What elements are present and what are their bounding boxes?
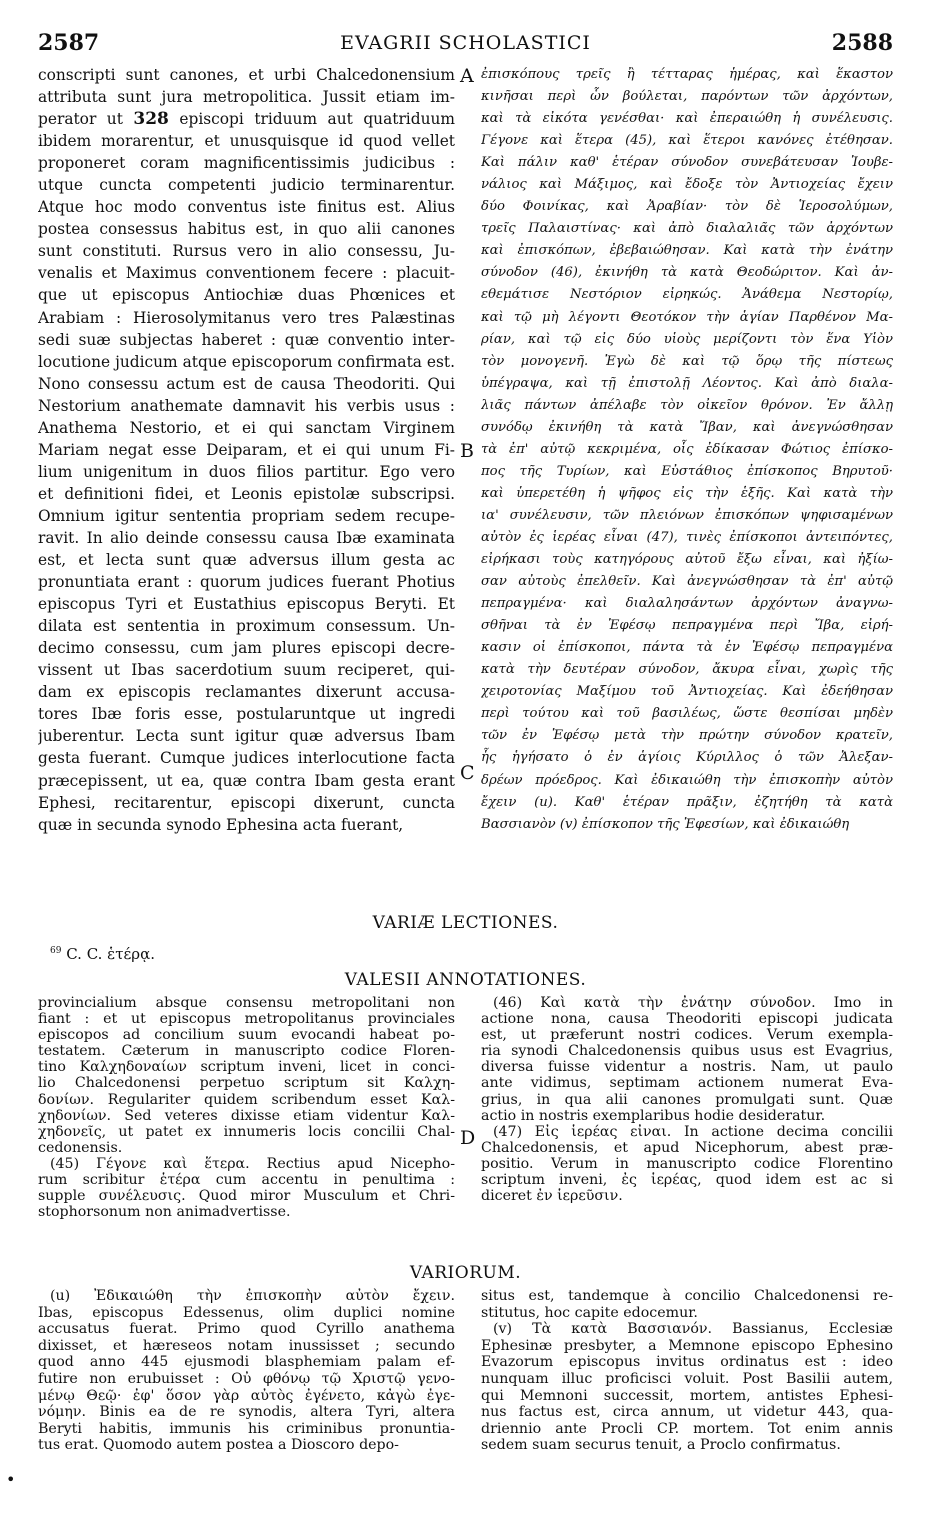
annotation-line: diceret ἐν ἱερεῦσιν. bbox=[481, 1188, 623, 1205]
variorum-line: accusatus fuerat. Primo quod Cyrillo anathema bbox=[38, 1321, 455, 1338]
latin-text-line: vissent ut Ibas sacerdotium suum reciperet, qui- bbox=[38, 661, 455, 680]
stray-mark: • bbox=[6, 1470, 16, 1489]
variorum-line: dixisset, et hæreseos notam inussisset ; secundo bbox=[38, 1337, 455, 1354]
annotation-line: lio Chalcedonensi perpetuo scriptum sit Καλχη- bbox=[38, 1075, 455, 1092]
latin-text-line: episcopus Tyri et Eustathius episcopus Beryti. Et bbox=[38, 595, 455, 614]
greek-text-line: καὶ τῷ μὴ λέγοντι Θεοτόκον τὴν ἁγίαν Παρθένον Μα- bbox=[481, 309, 893, 325]
variorum-line: tus erat. Quomodo autem postea a Dioscoro depo- bbox=[38, 1437, 399, 1454]
latin-translation-column bbox=[38, 64, 455, 836]
variorum-line: nunquam illuc proficisci voluit. Post Basilii autem, bbox=[481, 1370, 893, 1387]
annotation-line: grius, in qua alii canones promulgati sunt. Quæ bbox=[481, 1091, 893, 1108]
annotation-line: cedonensis. bbox=[38, 1139, 123, 1156]
greek-text-line: αὐτὸν ἐς ἱερέας εἶναι (47), τινὲς ἐπίσκοποι ἀντειπόντες, bbox=[481, 529, 893, 545]
greek-text-line: περὶ τούτου καὶ τοῦ βασιλέως, ὥστε θεσπίσαι μηδὲν bbox=[481, 706, 893, 722]
variant-reading bbox=[50, 945, 155, 963]
variorum-line: Beryti habitis, immunis his criminibus pronuntia- bbox=[38, 1420, 455, 1437]
greek-text-line: ια' συνέλευσιν, τῶν πλειόνων ἐπισκόπων ψηφισαμένων bbox=[481, 507, 893, 523]
latin-text-line: Nono consessu actum est de causa Theodoriti. Qui bbox=[38, 374, 455, 393]
annotation-line: ria synodi Chalcedonensis quibus usus est Evagrius, bbox=[481, 1043, 893, 1060]
variorum-line: (v) Τὰ κατὰ Βασσιανόν. Bassianus, Ecclesiæ bbox=[493, 1321, 893, 1338]
greek-text-line: Βασσιανὸν (v) ἐπίσκοπον τῆς Ἐφεσίων, καὶ ἐδικαιώθη bbox=[481, 816, 850, 832]
greek-text-line: ἧς ἡγήσατο ὁ ἐν ἁγίοις Κύριλλος ὁ τῶν Ἀλεξαν- bbox=[481, 750, 893, 766]
greek-text-line: Καὶ πάλιν καθ' ἑτέραν σύνοδον συνεβάτευσαν Ἰουβε- bbox=[481, 155, 893, 171]
latin-text-line: ravit. In alio deinde consessu causa Ibæ examinata bbox=[38, 528, 455, 547]
latin-text-line: est, et lecta sunt quæ adversus illum gesta ac bbox=[38, 551, 455, 570]
valesii-notes-right bbox=[481, 995, 893, 1204]
greek-text-line: σαν αὐτοὺς ἐπελθεῖν. Καὶ ἀνεγνώσθησαν τὰ ἐπ' αὐτῷ bbox=[481, 574, 893, 590]
annotation-line: ante vidimus, septimam actionem numerat Eva- bbox=[481, 1075, 893, 1092]
latin-text-line: utque cuncta competenti judicio terminarentur. bbox=[38, 176, 455, 195]
variorum-line: quod anno 445 ejusmodi blasphemiam palam ef- bbox=[38, 1354, 455, 1371]
variorum-notes-left bbox=[38, 1288, 455, 1454]
annotation-line: est, ut præferunt nostri codices. Verum exempla- bbox=[481, 1027, 893, 1044]
greek-text-line: λιᾶς πάντων ἀπέλαβε τὸν οἰκεῖον θρόνον. Ἐν ἄλλῃ bbox=[481, 397, 893, 413]
greek-text-line: καὶ ἐπισκόπων, ἐβεβαιώθησαν. Καὶ κατὰ τὴν ἐνάτην bbox=[481, 243, 893, 259]
annotation-line: diversa fuisse videntur a nostris. Nam, ut paulo bbox=[481, 1059, 893, 1076]
variorum-line: driennio ante Procli CP. mortem. Tot enim annis bbox=[481, 1420, 893, 1437]
greek-text-line: τρεῖς Παλαιστίνας· καὶ ἀπὸ διαλαλιᾶς τῶν ἀρχόντων bbox=[481, 221, 893, 237]
latin-text-line: postea consessus habitus est, in quo alii canones bbox=[38, 220, 455, 239]
latin-text-line: Anathema Nestorio, et ei qui sanctam Virginem bbox=[38, 418, 455, 437]
margin-letter-d: D bbox=[460, 1127, 476, 1149]
annotation-line: supple συνέλευσις. Quod miror Musculum et Chri- bbox=[38, 1188, 455, 1205]
greek-text-line: κατὰ τὴν δευτέραν σύνοδον, ἄκυρα εἶναι, χωρὶς τῆς bbox=[481, 662, 893, 678]
greek-text-line: ρίαν, καὶ τῷ εἰς δύο υἱοὺς μερίζοντι τὸν ἕνα Υἱὸν bbox=[481, 331, 893, 347]
annotation-line: actione nona, causa Theodoriti episcopi judicata bbox=[481, 1011, 893, 1028]
variorum-line: situs est, tandemque à concilio Chalcedonensi re- bbox=[481, 1288, 893, 1304]
greek-text-line: εἰρήκασι τοὺς κατηγόρους αὐτοῦ ἔξω εἶναι, καὶ ἠξίω- bbox=[481, 552, 893, 568]
annotation-line: episcopos ad concilium suum evocandi habeat po- bbox=[38, 1027, 455, 1044]
variorum-line: Ephesinæ presbyter, a Memnone episcopo Ephesino bbox=[481, 1337, 893, 1354]
annotation-line: actio in nostris exemplaribus hodie desideratur. bbox=[481, 1107, 826, 1124]
greek-text-line: ὑπέγραψα, καὶ τῇ ἐπιστολῇ Λέοντος. Καὶ ἀπὸ διαλα- bbox=[481, 375, 893, 391]
greek-text-line: κινῆσαι περὶ ὧν βούλεται, παρόντων τῶν ἀρχόντων, bbox=[481, 89, 893, 105]
annotation-line: (45) Γέγονε καὶ ἕτερα. Rectius apud Nicepho- bbox=[50, 1155, 455, 1172]
latin-text-line: ibidem morarentur, et unusquisque id quod vellet bbox=[38, 132, 455, 151]
latin-text-line: perator ut 328 episcopi triduum aut quatriduum bbox=[38, 109, 455, 130]
greek-text-line: εθεμάτισε Νεστόριον εἰρηκώς. Ἀνάθεμα Νεστορίῳ, bbox=[481, 287, 893, 303]
latin-text-line: et definitioni fidei, et Leonis epistolæ subscripsi. bbox=[38, 484, 455, 503]
greek-text-line: σθῆναι τὰ ἐν Ἐφέσῳ πεπραγμένα περὶ Ἴβα, εἰρή- bbox=[481, 618, 893, 634]
annotation-line: positio. Verum in manuscripto codice Florentino bbox=[481, 1155, 893, 1172]
greek-text-line: συνόδῳ ἐκινήθη τὰ κατὰ Ἴβαν, καὶ ἀνεγνώσθησαν bbox=[481, 419, 893, 435]
greek-text-line: καὶ τὰ εἰκότα γενέσθαι· καὶ ἐπεραιώθη ἡ συνέλευσις. bbox=[481, 111, 893, 127]
annotation-line: Chalcedonensis, et apud Nicephorum, abest præ- bbox=[481, 1139, 893, 1156]
greek-text-line: τὰ ἐπ' αὐτῷ κεκριμένα, οἷς ἐδίκασαν Φώτιος ἐπίσκο- bbox=[481, 441, 893, 457]
latin-text-line: præcepissent, ut ea, quæ contra Ibam gesta erant bbox=[38, 771, 455, 790]
latin-text-line: Atque hoc modo conventus iste finitus est. Alius bbox=[38, 198, 455, 217]
variant-text: C. C. ἑτέρᾳ. bbox=[61, 945, 156, 963]
greek-text-line: Γέγονε καὶ ἕτερα (45), καὶ ἕτεροι κανόνες ἐτέθησαν. bbox=[481, 133, 893, 149]
variant-number: 69 bbox=[50, 946, 62, 956]
greek-text-line: ἔχειν (u). Καθ' ἑτέραν πρᾶξιν, ἐζητήθη τὰ κατὰ bbox=[481, 794, 893, 810]
margin-letter-a: A bbox=[460, 65, 474, 87]
greek-text-line: καὶ ὑπερετέθη ἡ ψῆφος εἰς τὴν ἑξῆς. Καὶ κατὰ τὴν bbox=[481, 485, 893, 501]
latin-text-line: Omnium igitur sententia propriam sedem recupe- bbox=[38, 506, 455, 525]
greek-text-line: πος τῆς Τυρίων, καὶ Εὐστάθιος ἐπίσκοπος Βηρυτοῦ· bbox=[481, 463, 893, 479]
valesii-notes-left bbox=[38, 995, 455, 1220]
inline-column-number: 328 bbox=[133, 109, 169, 130]
greek-original-column bbox=[481, 64, 893, 836]
greek-text-line: δρέων πρόεδρος. Καὶ ἐδικαιώθη τὴν ἐπισκοπὴν αὐτὸν bbox=[481, 772, 893, 788]
margin-letter-b: B bbox=[460, 440, 474, 462]
running-title: EVAGRII SCHOLASTICI bbox=[340, 32, 591, 54]
latin-text-line: dilata est sententia in proximum consessum. Un- bbox=[38, 617, 455, 636]
latin-text-line: juberentur. Lecta sunt igitur quæ adversus Ibam bbox=[38, 727, 455, 746]
annotation-line: χηδονίων. Sed veteres dixisse etiam videntur Καλ- bbox=[38, 1107, 455, 1124]
variorum-line: qui Memnoni successit, mortem, antistes Ephesi- bbox=[481, 1387, 893, 1404]
latin-text-line: pronuntiata erant : quorum judices fuerant Photius bbox=[38, 573, 455, 592]
annotation-line: testatem. Cæterum in manuscripto codice Floren- bbox=[38, 1043, 455, 1060]
greek-text-line: τὸν μονογενῆ. Ἐγὼ δὲ καὶ τῷ ὅρῳ τῆς πίστεως bbox=[481, 353, 893, 369]
margin-letter-c: C bbox=[460, 762, 475, 784]
annotation-line: rum scribitur ἑτέρα cum accentu in penultima : bbox=[38, 1172, 455, 1189]
valesii-annotationes-heading: VALESII ANNOTATIONES. bbox=[344, 970, 587, 990]
annotation-line: provincialium absque consensu metropolitani non bbox=[38, 995, 455, 1011]
latin-text-line: Nestorium anathemate damnavit his verbis usus : bbox=[38, 396, 455, 415]
running-header bbox=[38, 30, 893, 56]
greek-text-line: δύο Φοινίκας, καὶ Ἀραβίαν· τὸν δὲ Ἱεροσολύμων, bbox=[481, 199, 893, 215]
annotation-line: scriptum inveni, ἐς ἱερέας, quod idem est ac si bbox=[481, 1172, 893, 1189]
greek-text-line: χειροτονίας Μαξίμου τοῦ Ἀντιοχείας. Καὶ ἐδεήθησαν bbox=[481, 684, 893, 700]
variorum-line: futire non erubuisset : Οὐ φθόνῳ τῷ Χριστῷ γενο- bbox=[38, 1370, 455, 1387]
latin-text-line: que ut episcopus Antiochiæ duas Phœnices et bbox=[38, 286, 455, 305]
variorum-line: stitutus, hoc capite edocemur. bbox=[481, 1304, 698, 1321]
latin-text-line: decimo consessu, cum jam plures episcopi decre- bbox=[38, 639, 455, 658]
latin-text-line: lium unigenitum in duos filios partitur. Ego vero bbox=[38, 462, 455, 481]
latin-text-line: Mariam negat esse Deiparam, et ei qui unum Fi- bbox=[38, 440, 455, 459]
variorum-line: nus factus est, circa annum, ut videtur 443, qua- bbox=[481, 1404, 893, 1421]
variorum-line: sedem suam securus tenuit, a Proclo confirmatus. bbox=[481, 1437, 841, 1454]
greek-text-line: τῶν ἐν Ἐφέσῳ μετὰ τὴν πρώτην σύνοδον κρατεῖν, bbox=[481, 728, 893, 744]
latin-text-line: quæ in secunda synodo Ephesina acta fuerant, bbox=[38, 815, 404, 834]
annotation-line: stophorsonum non animadvertisse. bbox=[38, 1204, 291, 1221]
latin-text-line: sunt constituti. Rursus vero in alio consessu, Ju- bbox=[38, 242, 455, 261]
latin-text-line: Arabiam : Hierosolymitanus vero tres Palæstinas bbox=[38, 308, 455, 327]
latin-text-line: gesta fuerant. Cumque judices interlocutione facta bbox=[38, 749, 455, 768]
greek-text-line: σύνοδον (46), ἐκινήθη τὰ κατὰ Θεοδώριτον. Καὶ ἀν- bbox=[481, 265, 893, 281]
annotation-line: (46) Καὶ κατὰ τὴν ἐνάτην σύνοδον. Imo in bbox=[493, 995, 893, 1011]
variorum-notes-right bbox=[481, 1288, 893, 1454]
annotation-line: δονίων. Regulariter quidem scribendum esset Καλ- bbox=[38, 1091, 455, 1108]
greek-text-line: κασιν οἱ ἐπίσκοποι, πάντα τὰ ἐν Ἐφέσῳ πεπραγμένα bbox=[481, 640, 893, 656]
variorum-line: Ibas, episcopus Edessenus, olim duplici nomine bbox=[38, 1304, 455, 1321]
latin-text-line: Ephesi, recitarentur, episcopi dixerunt, cuncta bbox=[38, 793, 455, 812]
latin-text-line: attributa sunt jura metropolitica. Jussit etiam im- bbox=[38, 88, 455, 107]
page-number-right: 2588 bbox=[831, 30, 893, 56]
variorum-line: Evazorum episcopus invitus ordinatus est : ideo bbox=[481, 1354, 893, 1371]
annotation-line: χηδονεῖς, ut patet ex innumeris locis concilii Chal- bbox=[38, 1123, 455, 1140]
latin-text-line: locutione judicum atque episcoporum confirmata est. bbox=[38, 352, 455, 371]
variorum-line: (u) Ἐδικαιώθη τὴν ἐπισκοπὴν αὐτὸν ἔχειν. bbox=[50, 1288, 455, 1304]
greek-text-line: νάλιος καὶ Μάξιμος, καὶ ἔδοξε τὸν Ἀντιοχείας ἔχειν bbox=[481, 177, 893, 193]
latin-text-line: conscripti sunt canones, et urbi Chalcedonensium bbox=[38, 66, 455, 84]
annotation-line: (47) Εἰς ἱερέας εἶναι. In actione decima concilii bbox=[493, 1123, 893, 1140]
variorum-line: νόμην. Binis ea de re synodis, altera Tyri, altera bbox=[38, 1404, 455, 1421]
annotation-line: tino Καλχηδοναίων scriptum inveni, licet in conci- bbox=[38, 1059, 455, 1076]
variorum-heading: VARIORUM. bbox=[409, 1263, 522, 1283]
annotation-line: fiant : et ut episcopus metropolitanus provinciales bbox=[38, 1011, 455, 1028]
greek-text-line: ἐπισκόπους τρεῖς ἢ τέτταρας ἡμέρας, καὶ ἕκαστον bbox=[481, 67, 893, 82]
variorum-line: μένῳ Θεῷ· ἐφ' ὅσον γὰρ αὐτὸς ἐγένετο, κἀγὼ ἐγε- bbox=[38, 1387, 455, 1404]
latin-text-line: sedi suæ subjectas haberet : quæ conventio inter- bbox=[38, 330, 455, 349]
latin-text-line: dam ex episcopis reclamantes dixerunt accusa- bbox=[38, 683, 455, 702]
latin-text-line: tores Ibæ foris esse, postularuntque ut ingredi bbox=[38, 705, 455, 724]
greek-text-line: πεπραγμένα· καὶ διαλαλησάντων ἀρχόντων ἀναγνω- bbox=[481, 596, 893, 612]
latin-text-line: proponeret coram magnificentissimis judicibus : bbox=[38, 154, 455, 173]
page-number-left: 2587 bbox=[38, 30, 100, 56]
latin-text-line: venalis et Maximus conventionem fecere : placuit- bbox=[38, 264, 455, 283]
variae-lectiones-heading: VARIÆ LECTIONES. bbox=[372, 913, 559, 933]
